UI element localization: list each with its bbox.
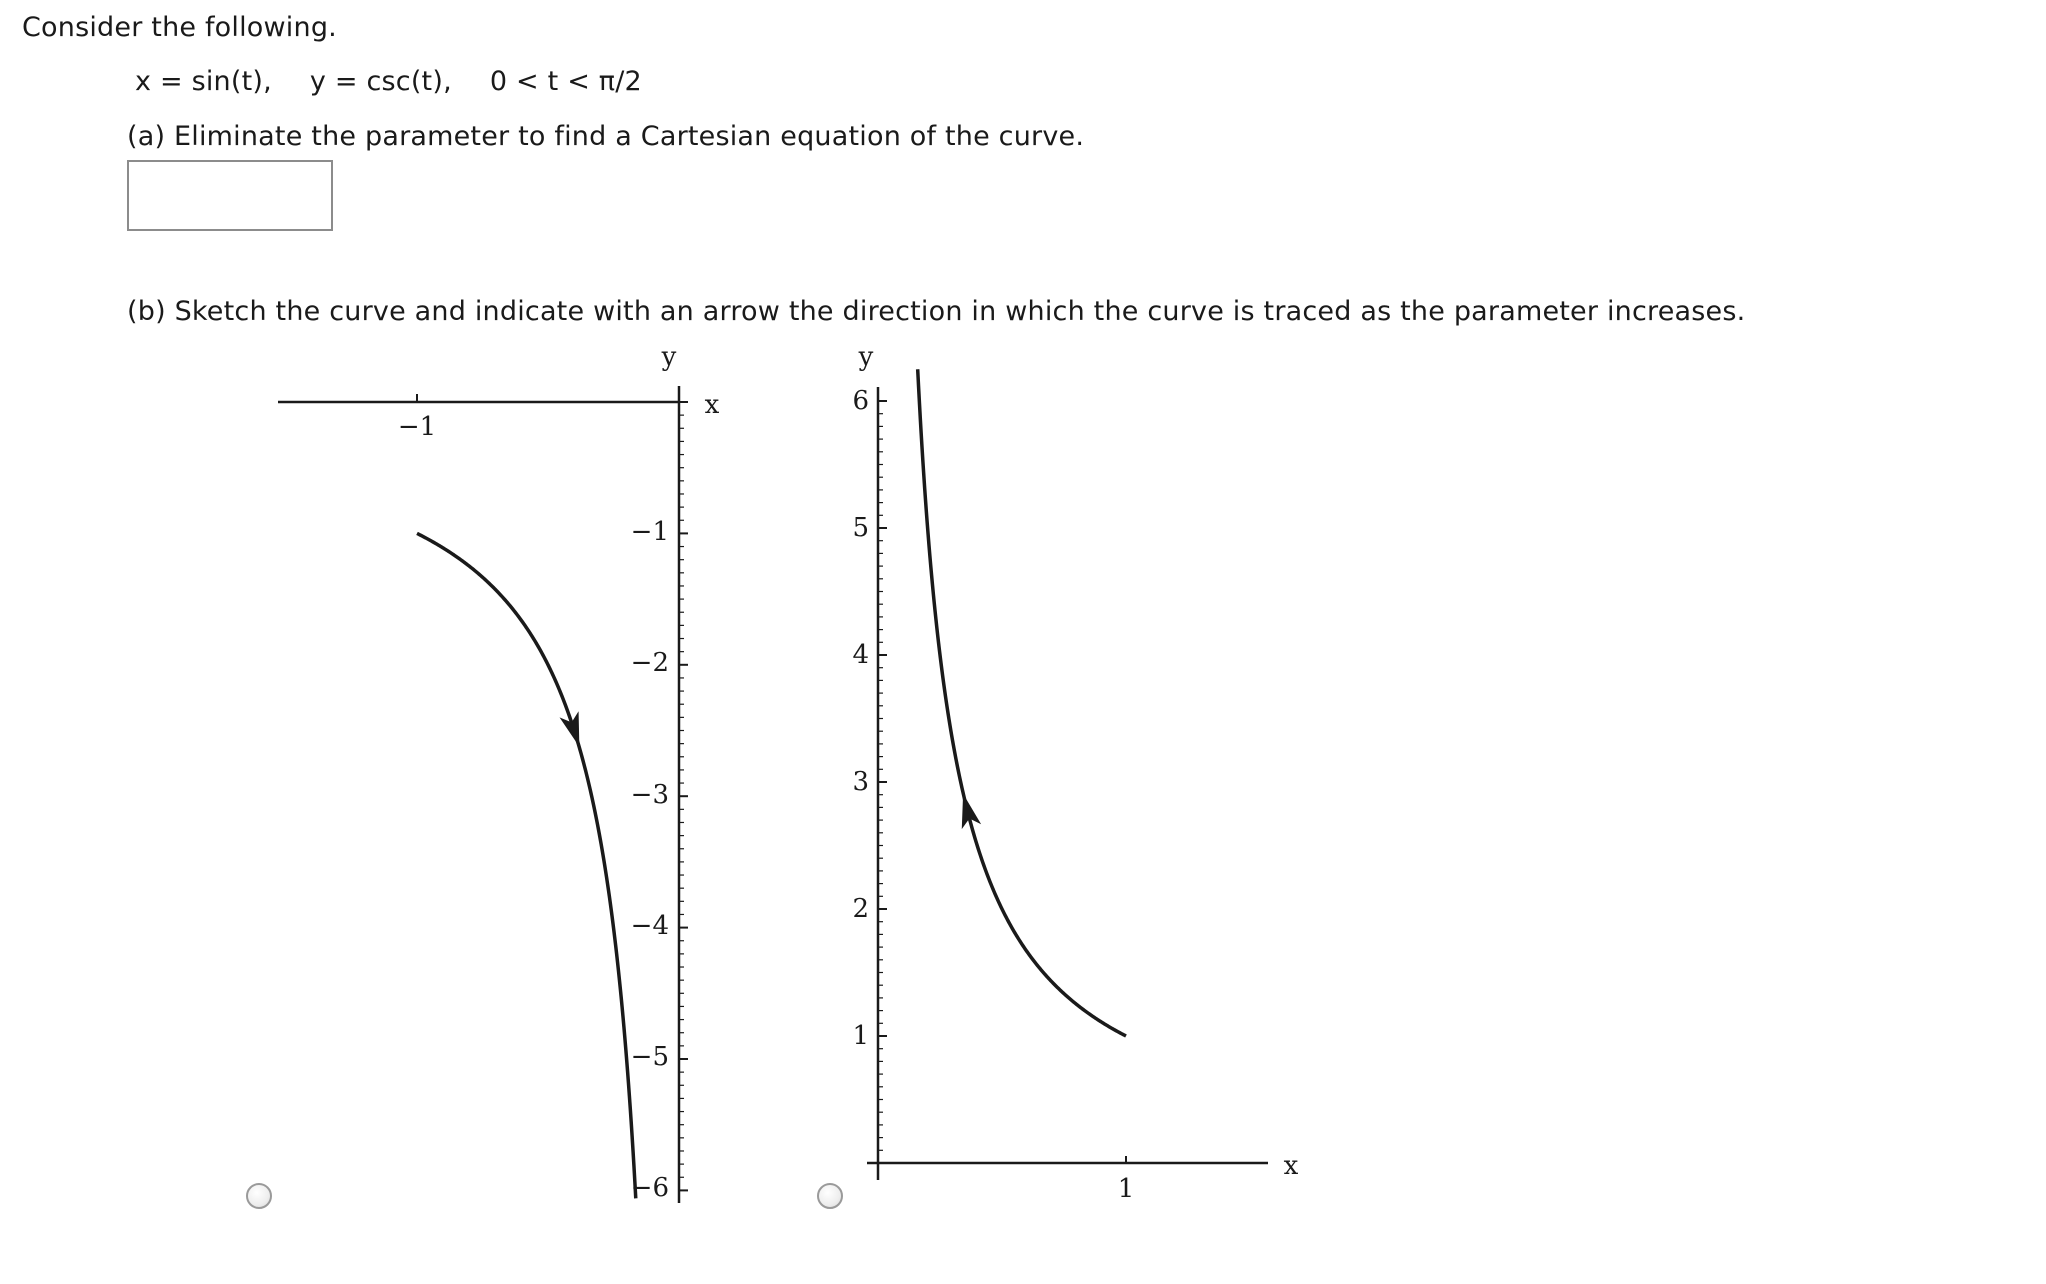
graph-1-axes bbox=[278, 386, 688, 1203]
parameter-domain: 0 < t < π/2 bbox=[489, 66, 642, 97]
graph-2-y-tick-label: 4 bbox=[852, 640, 869, 670]
graph-2-y-tick-label: 6 bbox=[852, 386, 869, 416]
graph-1-curve bbox=[417, 533, 636, 1198]
graph-1-y-tick-label: −4 bbox=[630, 911, 669, 941]
graph-2-curve bbox=[918, 369, 1126, 1036]
graph-1-y-tick-label: −1 bbox=[630, 517, 669, 547]
graph-option-2 bbox=[840, 340, 1320, 1220]
graph-1-x-axis-label: x bbox=[704, 390, 720, 420]
cartesian-equation-input[interactable] bbox=[127, 160, 333, 231]
graph-2-y-tick-label: 3 bbox=[852, 767, 869, 797]
graph-1-y-ticks bbox=[679, 402, 688, 1190]
part-b-prompt: (b) Sketch the curve and indicate with an arrow the direction in which the curve is traced as the parameter increases. bbox=[127, 296, 1746, 327]
graph-2-y-axis-label: y bbox=[858, 342, 874, 372]
graph-1-y-tick-label: −5 bbox=[630, 1042, 669, 1072]
graph-1-y-axis-label: y bbox=[661, 342, 677, 372]
y-equation: y = csc(t), bbox=[309, 66, 452, 97]
graph-2-y-tick-label: 1 bbox=[852, 1021, 869, 1051]
graph-2-x-axis-label: x bbox=[1283, 1151, 1299, 1181]
part-a-prompt: (a) Eliminate the parameter to find a Cartesian equation of the curve. bbox=[127, 121, 1085, 152]
graph-1-x-tick-label: −1 bbox=[397, 412, 437, 442]
graph-option-1 bbox=[270, 340, 750, 1220]
parametric-equations bbox=[135, 66, 642, 97]
graph-option-1-radio[interactable] bbox=[246, 1183, 272, 1209]
graph-1-y-tick-label: −6 bbox=[630, 1173, 669, 1203]
graph-2-y-tick-label: 2 bbox=[852, 894, 869, 924]
graph-2-x-tick-label: 1 bbox=[1117, 1174, 1135, 1204]
graph-1-y-tick-label: −3 bbox=[630, 780, 669, 810]
graph-1-y-tick-label: −2 bbox=[630, 648, 669, 678]
x-equation: x = sin(t), bbox=[135, 66, 272, 97]
graph-option-2-radio[interactable] bbox=[817, 1183, 843, 1209]
graph-2-y-tick-label: 5 bbox=[852, 513, 869, 543]
problem-intro: Consider the following. bbox=[22, 12, 337, 43]
graph-2-y-ticks bbox=[878, 401, 887, 1163]
